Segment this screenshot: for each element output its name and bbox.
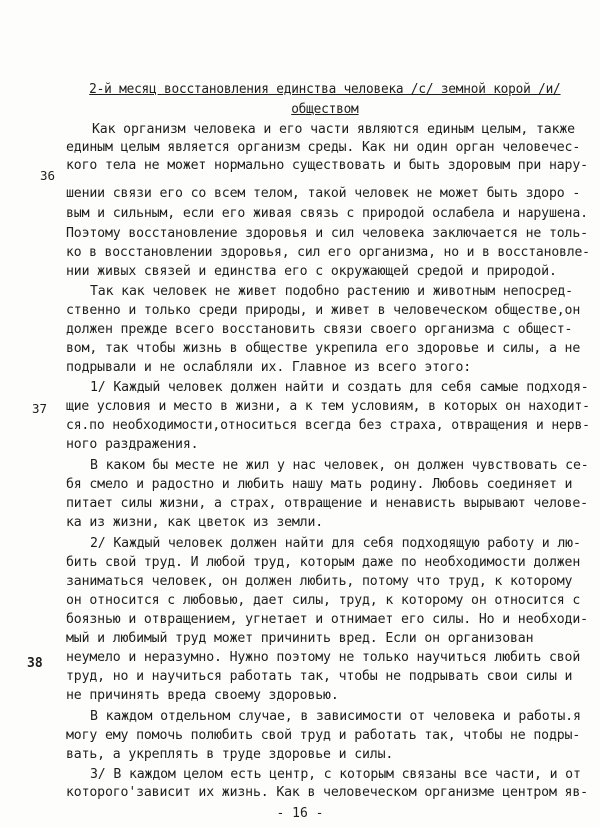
text-line: вым и сильным, если его живая связь с природой ослабела и нарушена. xyxy=(66,206,588,221)
margin-number-37: 37 xyxy=(32,401,48,416)
text-line: Как организм человека и его части являются единым целым, также xyxy=(92,122,575,137)
text-line: бить свой труд. И любой труд, которым даже по необходимости должен xyxy=(66,555,581,570)
text-line: 1/ Каждый человек должен найти и создать для себя самые подходя- xyxy=(90,380,589,395)
text-line: труд, но и научиться работать так, чтобы не подрывать свои силы и xyxy=(66,669,573,684)
text-line: подрывали и не ослабляли их. Главное из всего этого: xyxy=(66,360,472,375)
margin-number-38: 38 xyxy=(27,656,43,671)
text-line: Поэтому восстановление здоровья и сил человека заключается не толь- xyxy=(66,226,588,241)
margin-number-36: 36 xyxy=(40,168,56,183)
text-line: не причинять вреда своему здоровью. xyxy=(66,688,339,703)
text-line: могу ему помочь полюбить свой труд и работать так, чтобы не подры- xyxy=(66,728,581,743)
text-line: ка из жизни, как цветок из земли. xyxy=(66,515,324,530)
text-line: кого тела не может нормально существовать и быть здоровым при нару- xyxy=(66,158,588,173)
text-line: должен прежде всего восстановить связи своего организма с общест- xyxy=(66,322,573,337)
page-number: - 16 - xyxy=(276,806,324,821)
text-line: боязнью и отвращением, угнетает и отнимает его силы. Но и необходи- xyxy=(66,612,588,627)
text-line: нии живых связей и единства его с окружающей средой и природой. xyxy=(66,264,557,279)
text-line: ся.по необходимости,относиться всегда без страха, отвращения и нерв- xyxy=(66,418,590,433)
chapter-title-line-2: обществом xyxy=(291,102,359,117)
chapter-title-line-1: 2-й месяц восстановления единства человека /с/ земной корой /и/ xyxy=(89,82,561,97)
text-line: единым целым является организм среды. Как ни один орган человечес- xyxy=(66,140,581,155)
text-line: В каждом отдельном случае, в зависимости от человека и работы.я xyxy=(90,709,581,724)
text-line: Так как человек не живет подобно растению и животным непосред- xyxy=(90,284,573,299)
text-line: вом, так чтобы жизнь в обществе укрепила его здоровье и силы, а не xyxy=(66,341,581,356)
text-line: 3/ В каждом целом есть центр, с которым связаны все части, и от xyxy=(90,767,581,782)
text-line: 2/ Каждый человек должен найти для себя подходящую работу и лю- xyxy=(90,536,581,551)
text-line: щие условия и место в жизни, а к тем условиям, в которых он находит- xyxy=(66,399,590,414)
text-line: ного раздражения. xyxy=(66,437,199,452)
text-line: питает силы жизни, а страх, отвращение и ненависть вырывают челове- xyxy=(66,496,588,511)
text-line: бя смело и радостно и любить нашу мать родину. Любовь соединяет и xyxy=(66,477,573,492)
text-line: заниматься человек, он должен любить, потому что труд, к которому xyxy=(66,574,573,589)
text-line: шении связи его со всем телом, такой человек не может быть здоро - xyxy=(66,186,581,201)
text-line: В каком бы месте не жил у нас человек, он должен чувствовать се- xyxy=(90,458,589,473)
text-line: неумело и неразумно. Нужно поэтому не только научиться любить свой xyxy=(66,650,581,665)
text-line: ственно и только среди природы, и живет в человеческом обществе,он xyxy=(66,303,581,318)
text-line: он относится с любовью, дает силы, труд, к которому он относится с xyxy=(66,593,581,608)
text-line: ко в восстановлении здоровья, сил его организма, но и в восстановле- xyxy=(66,245,590,260)
text-line: вать, а укреплять в труде здоровье и силы. xyxy=(66,747,394,762)
text-line: которого'зависит их жизнь. Как в человеческом организме центром яв- xyxy=(66,785,588,800)
text-line: мый и любимый труд может причинить вред. Если он организован xyxy=(66,631,534,646)
